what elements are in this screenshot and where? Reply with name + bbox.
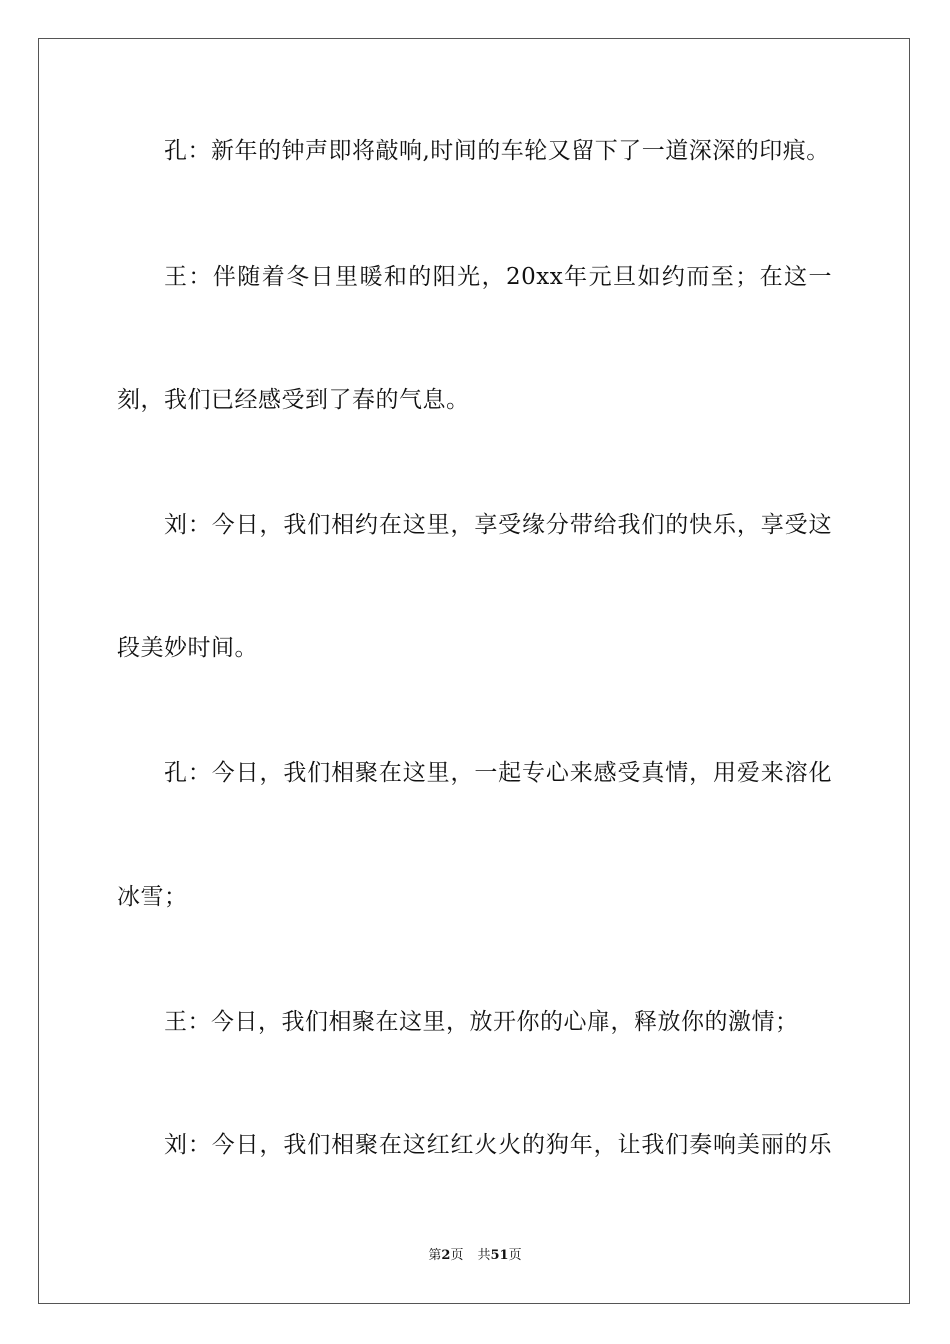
paragraph-line-2: 王：伴随着冬日里暖和的阳光，20xx年元旦如约而至；在这一 — [164, 264, 832, 290]
footer-total-suffix: 页 — [508, 1248, 522, 1263]
footer-total-pages: 51 — [490, 1248, 509, 1263]
page-frame — [38, 38, 910, 1304]
paragraph-line-4: 刘：今日，我们相约在这里，享受缘分带给我们的快乐，享受这 — [164, 512, 832, 538]
footer-total-prefix: 共 — [477, 1248, 491, 1263]
footer-page-prefix: 第 — [428, 1248, 442, 1263]
paragraph-line-1: 孔：新年的钟声即将敲响,时间的车轮又留下了一道深深的印痕。 — [164, 138, 830, 164]
footer-page-number: 2 — [441, 1248, 451, 1263]
paragraph-line-3: 刻，我们已经感受到了春的气息。 — [117, 387, 470, 413]
paragraph-line-9: 刘：今日，我们相聚在这红红火火的狗年，让我们奏响美丽的乐 — [164, 1132, 832, 1158]
paragraph-line-7: 冰雪； — [117, 884, 188, 910]
paragraph-line-8: 王：今日，我们相聚在这里，放开你的心扉，释放你的激情； — [164, 1009, 799, 1035]
paragraph-line-6: 孔：今日，我们相聚在这里，一起专心来感受真情，用爱来溶化 — [164, 760, 832, 786]
paragraph-line-5: 段美妙时间。 — [117, 635, 258, 661]
footer-page-suffix: 页 — [450, 1248, 464, 1263]
page-footer — [0, 1247, 950, 1265]
